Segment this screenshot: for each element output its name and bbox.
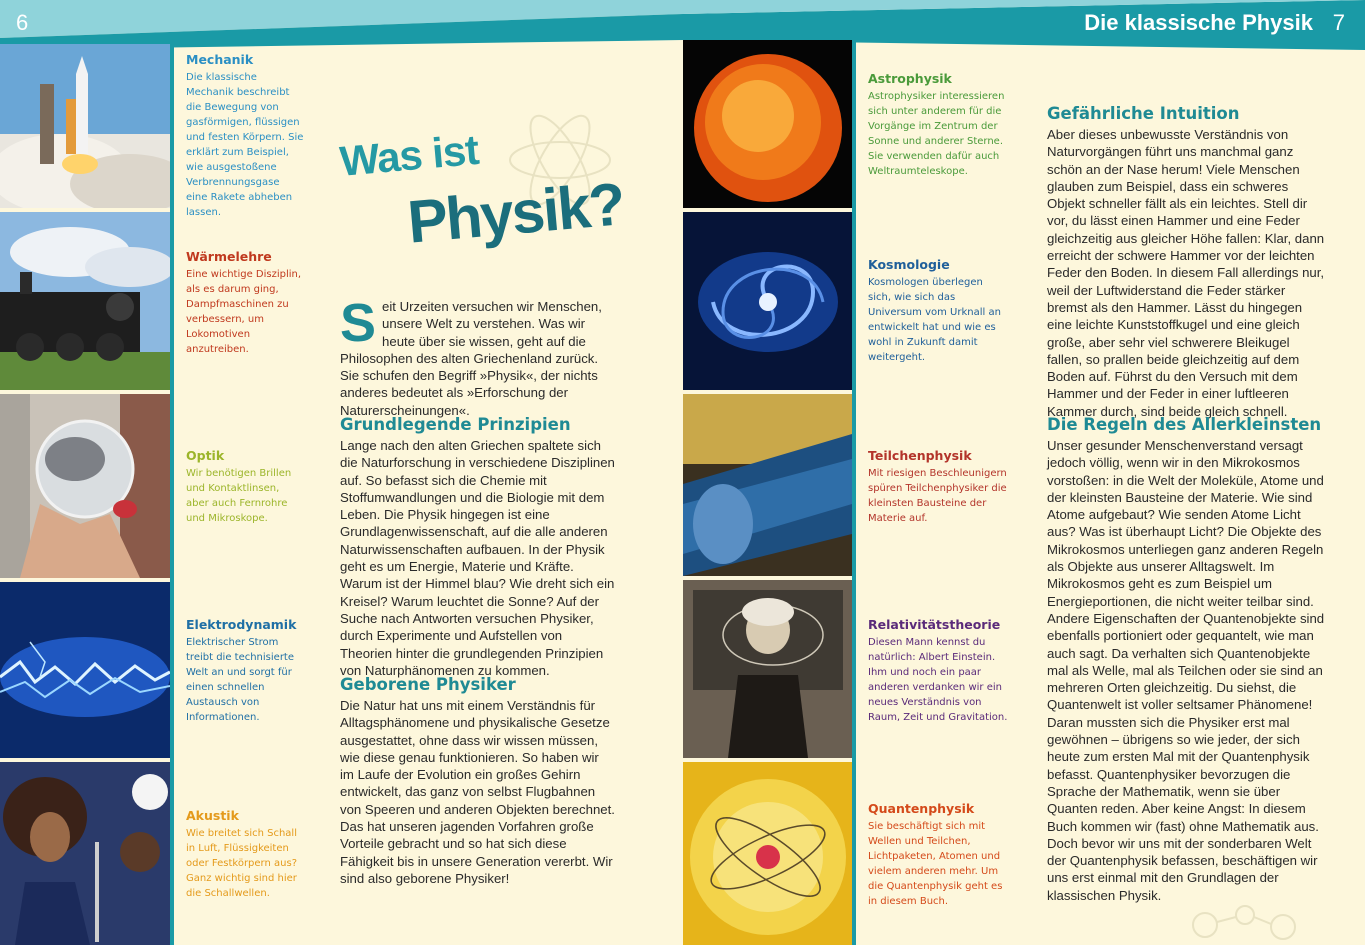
sidebar-akustik <box>186 808 304 901</box>
title-line-2: Physik? <box>405 170 627 256</box>
sidebar-text: Elektrischer Strom treibt die technisierte Welt an und sorgt für einen schnellen Austausch von Informationen. <box>186 637 294 723</box>
sidebar-heading: Astrophysik <box>868 71 952 86</box>
molecule-outline-icon <box>1185 895 1305 945</box>
sidebar-text: Mit riesigen Beschleunigern spüren Teilchenphysiker die kleinsten Bausteine der Materie auf. <box>868 468 1007 524</box>
sidebar-text: Wir benötigen Brillen und Kontaktlinsen, aber auch Fernrohre und Mikroskope. <box>186 468 292 524</box>
sidebar-astrophysik <box>868 71 1008 179</box>
sidebar-text: Die klassische Mechanik beschreibt die Bewegung von gasförmigen, flüssigen und festen Körpern. Sie erklärt zum Beispiel, wie ausgestoßene Verbrennungsgase eine Rakete abheben lassen. <box>186 72 304 218</box>
sidebar-text: Wie breitet sich Schall in Luft, Flüssigkeiten oder Festkörpern aus? Ganz wichtig sind hier die Schallwellen. <box>186 828 297 899</box>
section-text-gefaehrliche-intuition: Aber dieses unbewusste Verständnis von Naturvorgängen führt uns manchmal ganz schön an der Nase herum! Viele Menschen glauben zum Beispiel, dass ein schweres Objekt schneller fällt als ein leichtes. Stell dir vor, du lässt einen Hammer und eine Feder gleichzeitig aus gleicher Höhe fallen: Klar, dann erreicht der schwere Hammer vor der leichten Feder den Boden. In diesem Fall allerdings nur, weil der Luftwiderstand die Feder stärker bremst als den Hammer. Lässt du hingegen eine leichte Kunststoffkugel und eine gleich große, aber sehr viel schwerere Bleikugel fallen, so prallen beide gleichzeitig auf dem Boden auf. Führst du den Versuch mit dem Hammer und der Feder in einer luftleeren Kammer durch, sind beide gleich schnell. <box>1047 127 1325 419</box>
section-text-geborene-physiker: Die Natur hat uns mit einem Verständnis für Alltagsphänomene und physikalische Gesetze ausgestattet, ohne dass wir wissen müssen, wie diese genau funktionieren. So haben wir im Laufe der Evolution ein großes Gehirn entwickelt, das ganz von selbst Flugbahnen von Speeren und anderen Objekten berechnet. Das hat unseren jagenden Vorfahren große Vorteile gebracht und so hat sich diese Fähigkeit bis in unsere Generation vererbt. Wir sind also geborene Physiker! <box>340 698 615 886</box>
sidebar-mechanik <box>186 52 304 220</box>
sidebar-heading: Quantenphysik <box>868 801 975 816</box>
singer-microphone-image <box>0 762 170 945</box>
rocket-launch-image <box>0 44 170 208</box>
galaxy-image <box>683 212 852 390</box>
sidebar-heading: Akustik <box>186 808 239 823</box>
sidebar-heading: Relativitätstheorie <box>868 617 1001 632</box>
dropcap: S <box>340 293 377 353</box>
sidebar-text: Sie beschäftigt sich mit Wellen und Teilchen, Lichtpaketen, Atomen und vielem anderen mehr. Um die Quantenphysik geht es in diesem Buch. <box>868 821 1003 907</box>
sidebar-quantenphysik <box>868 801 1008 909</box>
sidebar-heading: Optik <box>186 448 225 463</box>
sidebar-relativitaetstheorie <box>868 617 1008 725</box>
sun-image <box>683 40 852 208</box>
sidebar-kosmologie <box>868 257 1008 365</box>
photo-divider-left <box>170 44 174 945</box>
sidebar-heading: Kosmologie <box>868 257 950 272</box>
sidebar-text: Diesen Mann kennst du natürlich: Albert Einstein. Ihm und noch ein paar anderen verdanken wir ein neues Verständnis von Raum, Zeit und Gravitation. <box>868 637 1008 723</box>
sidebar-teilchenphysik <box>868 448 1008 526</box>
sidebar-text: Eine wichtige Disziplin, als es darum ging, Dampfmaschinen zu verbessern, um Lokomotiven anzutreiben. <box>186 269 302 355</box>
sidebar-optik <box>186 448 304 526</box>
intro-paragraph <box>340 293 615 419</box>
section-heading-gefaehrliche-intuition: Gefährliche Intuition <box>1047 104 1240 123</box>
sidebar-heading: Teilchenphysik <box>868 448 972 463</box>
steam-locomotive-image <box>0 212 170 390</box>
chapter-title: Die klassische Physik <box>1084 10 1313 35</box>
crystal-ball-hand-image <box>0 394 170 578</box>
page-number-right: 7 <box>1332 10 1345 35</box>
particle-accelerator-image <box>683 394 852 576</box>
section-heading-grundlegende-prinzipien: Grundlegende Prinzipien <box>340 415 571 434</box>
einstein-portrait-image <box>683 580 852 758</box>
sidebar-text: Astrophysiker interessieren sich unter anderem für die Vorgänge im Zentrum der Sonne und anderer Sterne. Sie verwenden dafür auch Weltraumteleskope. <box>868 91 1005 177</box>
sidebar-heading: Mechanik <box>186 52 254 67</box>
section-heading-regeln-des-allerkleinsten: Die Regeln des Allerkleinsten <box>1047 415 1322 434</box>
title-line-1: Was ist <box>338 125 481 185</box>
sidebar-waermelehre <box>186 249 304 357</box>
page-number-left: 6 <box>16 10 29 35</box>
section-heading-geborene-physiker: Geborene Physiker <box>340 675 516 694</box>
sidebar-text: Kosmologen überlegen sich, wie sich das Universum vom Urknall an entwickelt hat und wie es wohl in Zukunft damit weitergeht. <box>868 277 1001 363</box>
sidebar-heading: Wärmelehre <box>186 249 272 264</box>
sidebar-heading: Elektrodynamik <box>186 617 297 632</box>
atom-model-image <box>683 762 852 945</box>
sidebar-elektrodynamik <box>186 617 304 725</box>
lightning-plasma-image <box>0 582 170 758</box>
section-text-grundlegende-prinzipien: Lange nach den alten Griechen spaltete sich die Naturforschung in verschiedene Disziplinen auf. So befasst sich die Chemie mit Stoffumwandlungen und die Biologie mit dem Leben. Die Physik hingegen ist eine Grundlagenwissenschaft, auf die alle anderen Naturwissenschaften aufbauen. In der Physik geht es um Energie, Materie und Kräfte. Warum ist der Himmel blau? Wie dreht sich ein Kreisel? Warum leuchtet die Sonne? Auf der Suche nach Antworten versuchen Physiker, durch Experimente und Aufstellen von Theorien hinter die grundlegenden Prinzipien von Naturphänomenen zu kommen. <box>340 438 615 678</box>
page-divider <box>852 40 856 945</box>
section-text-regeln-des-allerkleinsten: Unser gesunder Menschenverstand versagt jedoch völlig, wenn wir in den Mikrokosmos vorstoßen: in die Welt der Moleküle, Atome und der kleinsten Bausteine der Materie. Wie sind Atome aufgebaut? Wie senden Atome Licht aus? Was ist überhaupt Licht? Die Objekte des Mikrokosmos unterliegen ganz anderen Regeln als Objekte aus unserer Alltagswelt. Im Mikrokosmos geht es zum Beispiel um Energieportionen, die nicht weiter teilbar sind. Andere Eigenschaften der Quantenobjekte sind ebenfalls portioniert oder gequantelt, wie man auch sagt. Da verhalten sich Quantenobjekte mal als Welle, mal als Teilchen oder sie sind an mehreren Orten gleichzeitig. Du siehst, die Quantenwelt ist voller seltsamer Phänomene! Daran mussten sich die Physiker erst mal gewöhnen – übrigens so wie jeder, der sich heute zum ersten Mal mit der Quantenphysik befasst. Quantenphysiker bevorzugen die Sprache der Mathematik, wenn sie über Quanten reden. Aber keine Angst: In diesem Buch kommen wir (fast) ohne Mathematik aus. Doch bevor wir uns mit der sonderbaren Welt der Quantenphysik befassen, beschäftigen wir uns erst einmal mit den Grundlagen der klassischen Physik. <box>1047 438 1325 903</box>
intro-text: eit Urzeiten versuchen wir Menschen, unsere Welt zu verstehen. Was wir heute über sie wissen, geht auf die Philosophen des alten Griechenland zurück. Sie schufen den Begriff »Physik«, der nichts anderes bedeutet als »Erforschung der Naturerscheinungen«. <box>340 299 602 418</box>
